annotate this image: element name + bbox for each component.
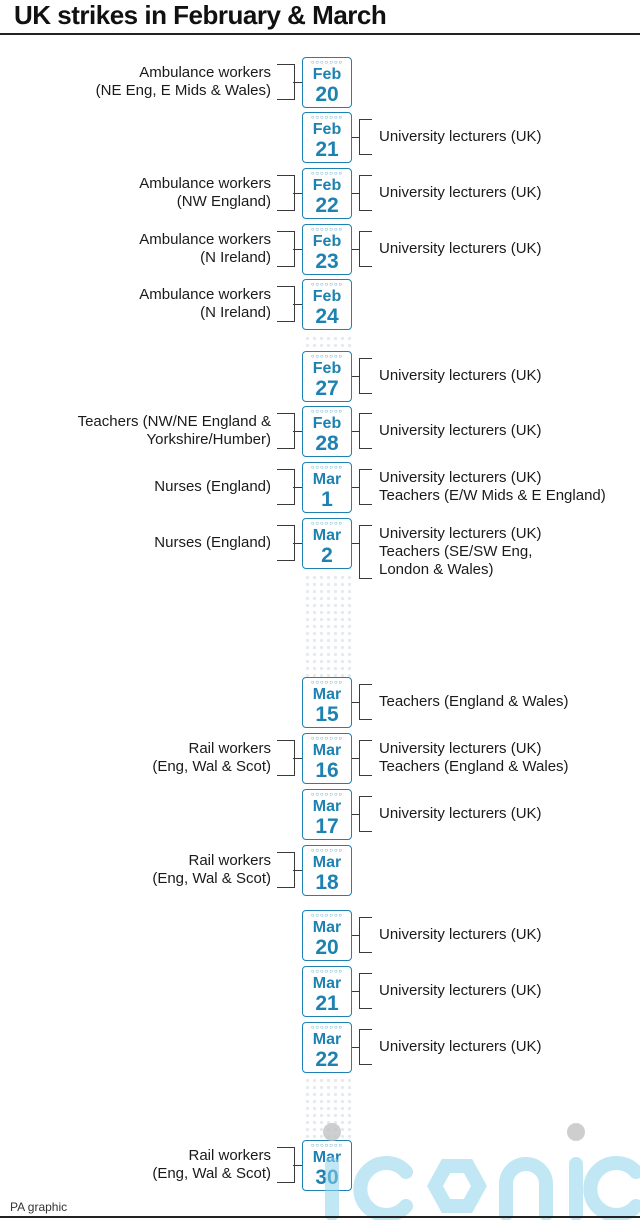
calendar-day (302, 168, 352, 219)
calendar-day (302, 966, 352, 1017)
calendar-month: Mar (312, 1031, 342, 1048)
strike-left-line: Nurses (England) (154, 478, 271, 495)
strike-right-label (379, 240, 542, 258)
right-bracket (359, 119, 372, 155)
strike-left-label (152, 852, 271, 888)
calendar-month: Feb (312, 177, 342, 194)
calendar-day (302, 910, 352, 961)
right-connector (352, 137, 360, 138)
calendar-rings-icon: ○○○○○○○ (310, 792, 344, 798)
right-bracket (359, 175, 372, 211)
calendar-day-number: 23 (315, 250, 339, 273)
left-connector (293, 193, 302, 194)
strike-right-line: Teachers (England & Wales) (379, 693, 569, 710)
calendar-day-number: 15 (315, 703, 339, 726)
strike-left-line: (Eng, Wal & Scot) (152, 1165, 271, 1182)
right-bracket (359, 684, 372, 720)
calendar-month: Feb (312, 121, 342, 138)
right-connector (352, 193, 360, 194)
right-bracket (359, 796, 372, 832)
calendar-day-number: 16 (315, 759, 339, 782)
calendar-month: Feb (312, 233, 342, 250)
calendar-day (302, 57, 352, 108)
strike-left-label (78, 413, 271, 449)
calendar-rings-icon: ○○○○○○○ (310, 913, 344, 919)
strike-right-line: University lecturers (UK) (379, 184, 542, 201)
strike-left-line: Ambulance workers (139, 175, 271, 192)
strike-right-label (379, 469, 606, 505)
calendar-rings-icon: ○○○○○○○ (310, 354, 344, 360)
calendar-day-number: 22 (315, 194, 339, 217)
calendar-day (302, 462, 352, 513)
strike-left-line: Ambulance workers (139, 64, 271, 81)
strike-left-line: Teachers (NW/NE England & (77, 413, 271, 430)
right-connector (352, 702, 360, 703)
right-bracket (359, 469, 372, 505)
left-connector (293, 1165, 302, 1166)
calendar-day-number: 21 (315, 138, 339, 161)
strike-right-label (379, 184, 542, 202)
right-connector (352, 935, 360, 936)
strike-right-line: University lecturers (UK) (379, 805, 542, 822)
strike-right-label (379, 367, 542, 385)
strike-left-line: Rail workers (188, 852, 271, 869)
strike-left-line: (Eng, Wal & Scot) (152, 870, 271, 887)
calendar-rings-icon: ○○○○○○○ (310, 848, 344, 854)
calendar-month: Feb (312, 360, 342, 377)
strike-right-line: University lecturers (UK) (379, 1038, 542, 1055)
strike-right-line: University lecturers (UK) (379, 240, 542, 257)
strike-right-label (379, 805, 542, 823)
strike-right-line: Teachers (England & Wales) (379, 758, 569, 775)
calendar-rings-icon: ○○○○○○○ (310, 1025, 344, 1031)
strike-left-line: (Eng, Wal & Scot) (152, 758, 271, 775)
right-connector (352, 814, 360, 815)
calendar-month: Mar (312, 471, 342, 488)
strike-right-line: London & Wales) (379, 561, 494, 578)
calendar-month: Mar (312, 742, 342, 759)
calendar-gap (302, 572, 352, 677)
calendar-day-number: 2 (321, 544, 333, 567)
strike-left-line: (NE Eng, E Mids & Wales) (95, 82, 271, 99)
calendar-gap (302, 333, 352, 351)
strike-right-line: Teachers (SE/SW Eng, (379, 543, 533, 560)
left-connector (293, 82, 302, 83)
calendar-month: Mar (312, 798, 342, 815)
calendar-day-number: 18 (315, 871, 339, 894)
calendar-day-number: 1 (321, 488, 333, 511)
strike-left-line: Ambulance workers (139, 231, 271, 248)
right-bracket (359, 917, 372, 953)
strike-right-line: University lecturers (UK) (379, 469, 542, 486)
strike-right-line: University lecturers (UK) (379, 740, 542, 757)
calendar-rings-icon: ○○○○○○○ (310, 227, 344, 233)
calendar-month: Mar (312, 919, 342, 936)
calendar-rings-icon: ○○○○○○○ (310, 521, 344, 527)
strike-right-line: University lecturers (UK) (379, 422, 542, 439)
strike-right-line: University lecturers (UK) (379, 128, 542, 145)
calendar-day (302, 733, 352, 784)
right-connector (352, 991, 360, 992)
right-connector (352, 543, 360, 544)
right-bracket (359, 973, 372, 1009)
strike-right-label (379, 525, 542, 579)
strike-right-line: University lecturers (UK) (379, 926, 542, 943)
right-bracket (359, 231, 372, 267)
calendar-day (302, 112, 352, 163)
calendar-month: Feb (312, 66, 342, 83)
calendar-day (302, 518, 352, 569)
left-connector (293, 249, 302, 250)
left-connector (293, 487, 302, 488)
calendar-day-number: 17 (315, 815, 339, 838)
calendar-day-number: 30 (315, 1166, 339, 1189)
strike-right-label (379, 422, 542, 440)
strike-left-line: Rail workers (188, 740, 271, 757)
strike-right-label (379, 926, 542, 944)
right-connector (352, 431, 360, 432)
calendar-month: Mar (312, 854, 342, 871)
strike-right-label (379, 982, 542, 1000)
calendar-rings-icon: ○○○○○○○ (310, 60, 344, 66)
strike-left-line: Nurses (England) (154, 534, 271, 551)
right-connector (352, 376, 360, 377)
strike-right-line: University lecturers (UK) (379, 982, 542, 999)
left-connector (293, 431, 302, 432)
calendar-rings-icon: ○○○○○○○ (310, 1143, 344, 1149)
calendar-day (302, 224, 352, 275)
credit-text: PA graphic (10, 1200, 68, 1214)
strike-right-label (379, 693, 569, 711)
strike-right-label (379, 1038, 542, 1056)
calendar-day-number: 20 (315, 936, 339, 959)
title-divider (0, 33, 640, 35)
strike-right-line: Teachers (E/W Mids & E England) (379, 487, 606, 504)
calendar-month: Mar (312, 686, 342, 703)
strike-left-label (139, 286, 271, 322)
strike-left-line: (N Ireland) (200, 249, 271, 266)
strike-left-label (96, 64, 271, 100)
bottom-divider (0, 1216, 640, 1218)
strike-right-line: University lecturers (UK) (379, 525, 542, 542)
calendar-day (302, 351, 352, 402)
left-connector (293, 543, 302, 544)
calendar-rings-icon: ○○○○○○○ (310, 680, 344, 686)
strike-left-line: (N Ireland) (200, 304, 271, 321)
calendar-month: Mar (312, 1149, 342, 1166)
strike-left-label (152, 1147, 271, 1183)
calendar-rings-icon: ○○○○○○○ (310, 736, 344, 742)
calendar-day (302, 845, 352, 896)
strike-left-line: (NW England) (176, 193, 271, 210)
strike-left-label (154, 478, 271, 496)
strike-right-label (379, 740, 569, 776)
page-title: UK strikes in February & March (14, 0, 387, 30)
right-bracket (359, 525, 372, 579)
calendar-day-number: 28 (315, 432, 339, 455)
strike-left-label (139, 175, 271, 211)
right-connector (352, 758, 360, 759)
calendar-day-number: 21 (315, 992, 339, 1015)
calendar-day (302, 279, 352, 330)
right-connector (352, 1047, 360, 1048)
calendar-day (302, 677, 352, 728)
iconic-watermark (318, 1120, 640, 1220)
right-connector (352, 249, 360, 250)
calendar-month: Mar (312, 527, 342, 544)
calendar-day (302, 789, 352, 840)
calendar-rings-icon: ○○○○○○○ (310, 282, 344, 288)
right-connector (352, 487, 360, 488)
calendar-month: Mar (312, 975, 342, 992)
strike-right-label (379, 128, 542, 146)
calendar-day (302, 406, 352, 457)
strike-right-line: University lecturers (UK) (379, 367, 542, 384)
calendar-rings-icon: ○○○○○○○ (310, 969, 344, 975)
strike-left-line: Ambulance workers (139, 286, 271, 303)
strike-left-label (152, 740, 271, 776)
strike-left-line: Rail workers (188, 1147, 271, 1164)
calendar-month: Feb (312, 415, 342, 432)
right-bracket (359, 413, 372, 449)
calendar-day-number: 22 (315, 1048, 339, 1071)
calendar-day-number: 24 (315, 305, 339, 328)
strike-left-label (139, 231, 271, 267)
calendar-rings-icon: ○○○○○○○ (310, 115, 344, 121)
strike-left-line: Yorkshire/Humber) (146, 431, 271, 448)
calendar-rings-icon: ○○○○○○○ (310, 171, 344, 177)
left-connector (293, 304, 302, 305)
right-bracket (359, 358, 372, 394)
calendar-rings-icon: ○○○○○○○ (310, 465, 344, 471)
left-connector (293, 758, 302, 759)
calendar-month: Feb (312, 288, 342, 305)
calendar-day-number: 27 (315, 377, 339, 400)
left-connector (293, 870, 302, 871)
right-bracket (359, 740, 372, 776)
strike-left-label (154, 534, 271, 552)
calendar-day (302, 1022, 352, 1073)
calendar-day-number: 20 (315, 83, 339, 106)
right-bracket (359, 1029, 372, 1065)
calendar-rings-icon: ○○○○○○○ (310, 409, 344, 415)
